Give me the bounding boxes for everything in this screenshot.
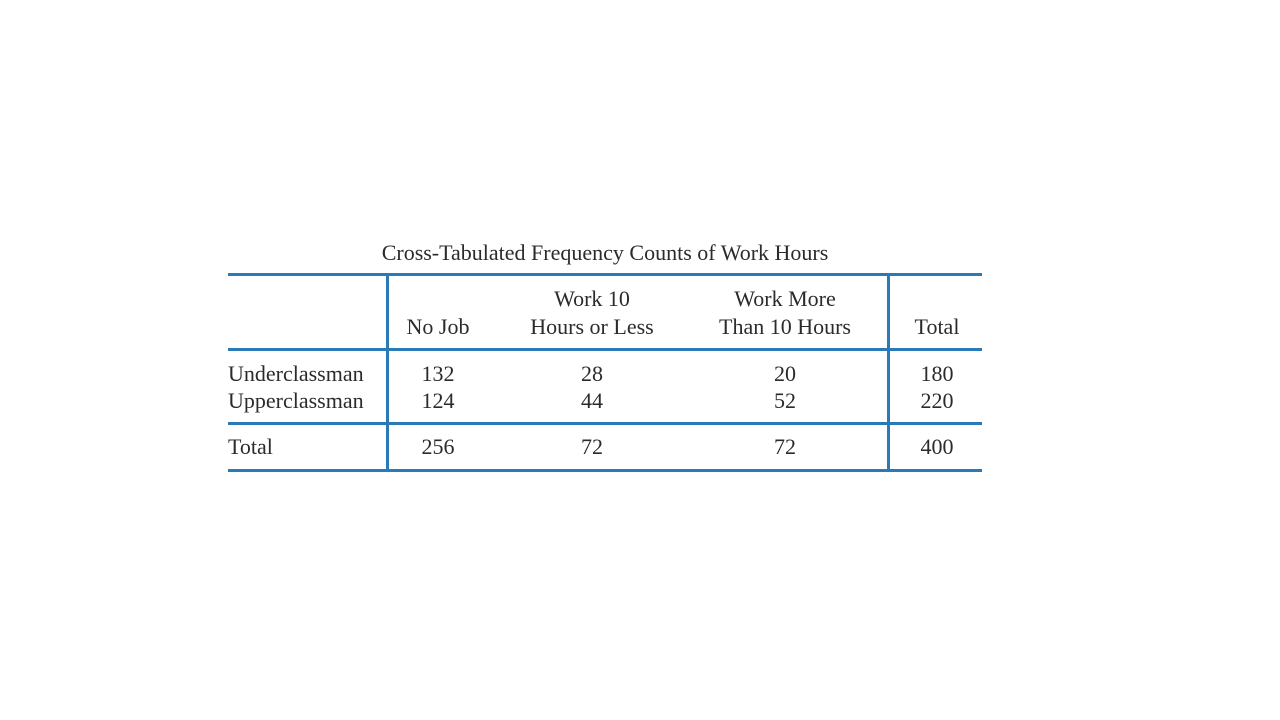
cell-total-work-10: 72 [581, 434, 603, 459]
cell-underclassman-work-more: 20 [774, 361, 796, 386]
header-work-10-line2: Hours or Less [530, 314, 654, 339]
cell-total-work-more: 72 [774, 434, 796, 459]
cell-upperclassman-work-more: 52 [774, 388, 796, 413]
header-total: Total [914, 314, 960, 339]
header-work-more-line1: Work More [734, 286, 836, 311]
header-work-more-line2: Than 10 Hours [719, 314, 851, 339]
row-label-upperclassman: Upperclassman [228, 388, 364, 413]
header-no-job: No Job [406, 314, 470, 339]
table-caption: Cross-Tabulated Frequency Counts of Work Hours [381, 240, 829, 265]
cell-upperclassman-work-10: 44 [581, 388, 603, 413]
bottom-rule [228, 469, 982, 472]
body-rule [228, 422, 982, 425]
cell-upperclassman-total: 220 [920, 388, 954, 413]
cell-total-no-job: 256 [421, 434, 455, 459]
header-work-10-line1: Work 10 [554, 286, 630, 311]
cell-underclassman-total: 180 [920, 361, 954, 386]
row-label-underclassman: Underclassman [228, 361, 364, 386]
stub-divider [386, 273, 389, 472]
top-rule [228, 273, 982, 276]
cell-underclassman-work-10: 28 [581, 361, 603, 386]
cell-upperclassman-no-job: 124 [421, 388, 455, 413]
row-label-total: Total [228, 434, 273, 459]
cell-grand-total: 400 [920, 434, 954, 459]
cell-underclassman-no-job: 132 [421, 361, 455, 386]
total-divider [887, 273, 890, 472]
header-rule [228, 348, 982, 351]
